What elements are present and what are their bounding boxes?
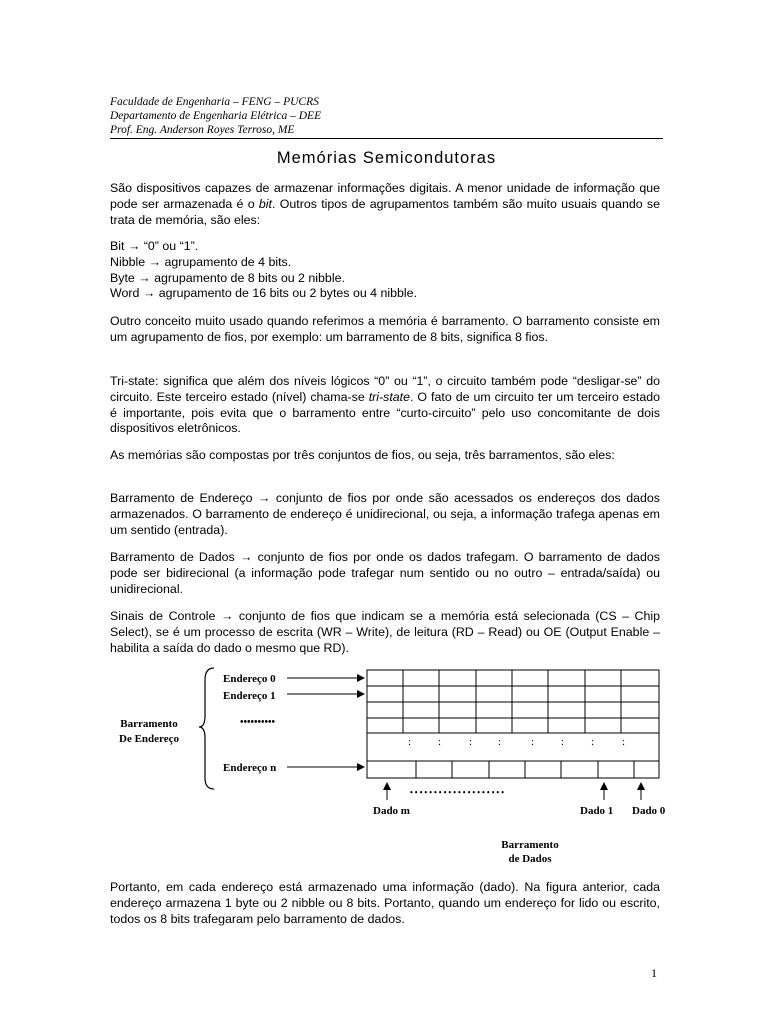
barramento-paragraph: Outro conceito muito usado quando referimos a memória é barramento. O barramento consiste em um agrupamento de fios, por exemplo: um barramento de 8 bits, significa 8 fios. [110,314,660,344]
list-item: Word → agrupamento de 16 bits ou 2 bytes ou 4 nibble. [110,286,418,301]
arrow-icon: → [148,254,161,269]
intro-text-post: . Outros tipos de agrupamentos também são muito usuais quando se trata de memória, são eles: [110,196,660,227]
bus-data-label-2: de Dados [508,853,552,865]
svg-text::: : [469,736,473,748]
svg-text::: : [561,736,565,748]
svg-text::: : [498,736,502,748]
control-signals-term: Sinais de Controle [110,609,216,623]
conclusion-paragraph: Portanto, em cada endereço está armazenado uma informação (dado). Na figura anterior, cada endereço armazena 1 byte ou 2 nibble ou 8 bits. Portanto, quando um endereço for lido ou escrito, todos os 8 bits trafegaram pelo barramento de dados. [110,880,660,926]
data-0-label: Dado 0 [632,805,666,817]
page-number: 1 [651,966,657,980]
units-list [110,239,660,302]
memorias-paragraph: As memórias são compostas por três conjuntos de fios, ou seja, três barramentos, são eles: [110,448,615,462]
svg-text::: : [408,736,412,748]
bus-address-label-1: Barramento [120,718,178,730]
tristate-paragraph: Tri-state: significa que além dos níveis lógicos “0” ou “1”, o circuito também pode “desligar-se” do circuito. Este terceiro estado (nível) chama-se tri-state. O fato de um circuito ter um terceiro estado é importante, pois evita que o barramento entre “curto-circuito” pelo uso concomitante de dois dispositivos eletrônicos. [110,374,660,436]
svg-text::: : [591,736,595,748]
intro-bit-term: bit [258,196,272,211]
address-n-label: Endereço n [223,762,277,774]
bus-data-paragraph: Barramento de Dados → conjunto de fios por onde os dados trafegam. O barramento de dados pode ser bidirecional (a informação pode trafegar num sentido ou no outro – entrada/saída) ou unidirecional. [110,550,660,596]
arrow-icon: → [239,550,253,564]
tristate-term: tri-state [368,389,411,404]
bus-data-label-1: Barramento [501,839,559,851]
arrow-icon: → [138,270,151,285]
address-ellipsis: •••••••••• [240,717,276,728]
header-faculty: Faculdade de Engenharia – FENG – PUCRS [110,96,319,108]
control-signals-paragraph: Sinais de Controle → conjunto de fios que indicam se a memória está selecionada (CS – Chip Select), se é um processo de escrita (WR – Write), de leitura (RD – Read) ou OE (Output Enable – habilita a saída do dado o mesmo que RD). [110,609,661,655]
page-title: Memórias Semicondutoras [276,149,497,167]
header-department: Departamento de Engenharia Elétrica – DEE [110,110,322,122]
arrow-icon: → [127,239,141,253]
header-professor: Prof. Eng. Anderson Royes Terroso, ME [110,124,295,136]
page-header [110,95,663,139]
svg-text::: : [531,736,535,748]
address-0-label: Endereço 0 [223,673,276,685]
memory-grid [367,670,659,778]
data-1-label: Dado 1 [580,805,614,817]
intro-paragraph [110,181,660,228]
bus-address-label-2: De Endereço [119,733,179,745]
address-brace [199,668,214,789]
bus-address-paragraph: Barramento de Endereço → conjunto de fios por onde são acessados os endereços dos dados armazenados. O barramento de endereço é unidirecional, ou seja, a informação trafega apenas em um sentido (entrada). [110,491,660,537]
data-ellipsis: • • • • • • • • • • • • • • • • • • • • [410,788,505,797]
svg-text::: : [438,736,442,748]
list-item: Bit → “0” ou “1”. [110,239,199,253]
bus-data-term: Barramento de Dados [110,550,235,564]
arrow-icon: → [142,286,156,301]
grid-continuation-marks [408,736,625,748]
list-item: Byte → agrupamento de 8 bits ou 2 nibble. [110,270,345,285]
arrow-icon: → [258,491,271,505]
bus-address-term: Barramento de Endereço [110,491,253,505]
data-m-label: Dado m [373,805,410,817]
address-1-label: Endereço 1 [223,690,276,702]
svg-text::: : [622,736,626,748]
list-item: Nibble → agrupamento de 4 bits. [110,254,292,269]
arrow-icon: → [220,609,234,623]
intro-text-pre: São dispositivos capazes de armazenar informações digitais. A menor unidade de informação que pode ser armazenada é o [110,181,660,211]
